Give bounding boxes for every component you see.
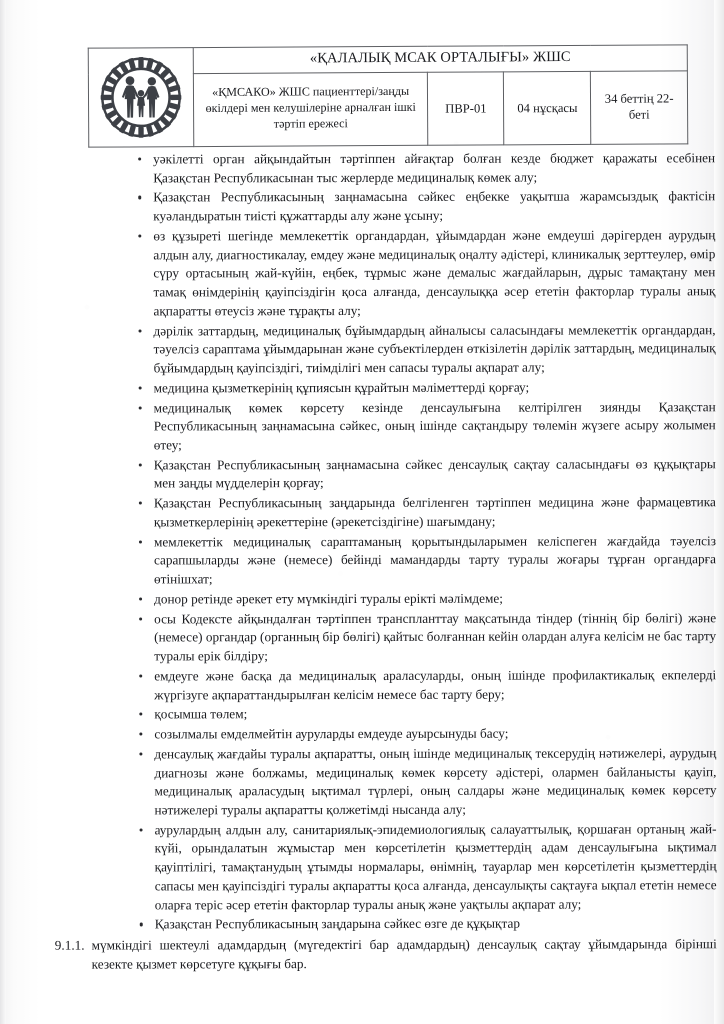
document-version-cell: 04 нұсқасы [504, 71, 591, 144]
bullet-item: Қазақстан Республикасының заңдарында белгіленген тәртіппен медицина және фармацевтика қызметкерлерінің әрекеттеріне (әрекетсіздігіне) шағымдану; [136, 493, 716, 532]
document-header-table [88, 44, 689, 147]
bullet-item: аурулардың алдын алу, санитариялық-эпидемиологиялық салауаттылық, қоршаған ортаның жай-күйі, орындалатын жұмыстар мен көрсетілетін қызметтердің адам денсаулығына ықтимал қауіптілігі, тамақтанудың ұтымды нормалары, өнімнің, тауарлар мен көрсетілетін қызметтердің сапасы мен қауіпсіздігі туралы ақпаратты қоса алғанда, денсаулықты сақтауға ықпал ететін немесе оларға теріс әсер ететін факторлар туралы анық және уақтылы ақпарат алу; [137, 820, 717, 915]
bullet-item: денсаулық жағдайы туралы ақпаратты, оның ішінде медициналық тексерудің нәтижелері, аурудың диагнозы және болжамы, медициналық көмек көрсету әдістері, олармен байланысты қауіп, медициналық араласудың ықтимал түрлері, оның салдары және медициналық көмек көрсету нәтижелері туралы ақпаратты қолжетімді нысанда алу; [136, 744, 716, 820]
logo-cell [88, 48, 194, 148]
family-circle-emblem-icon [99, 55, 183, 139]
bullet-item: медициналық көмек көрсету кезінде денсаулығына келтірілген зиянды Қазақстан Республикасының заңнамасына сәйкес, оның ішінде сақтандыру төлемін жүзеге асыру жолымен өтеу; [136, 398, 716, 455]
bullet-item: мемлекеттік медициналық сараптаманың қорытындыларымен келіспеген жағдайда тәуелсіз сарапшыларды және (немесе) бейінді мамандарды тарту туралы жоғары тұрған органдарға өтінішхат; [136, 532, 716, 589]
bullet-item: медицина қызметкерінің құпиясын құрайтын мәліметтерді қорғау; [136, 378, 716, 398]
bullet-item: емдеуге және басқа да медициналық араласуларды, оның ішінде профилактикалық екпелерді жүргізуге ақпараттандырылған келісім немесе бас тарту беру; [136, 666, 716, 705]
clause-9-1-1 [55, 935, 717, 974]
bullet-item: Қазақстан Республикасының заңнамасына сәйкес денсаулық сақтау саласындағы өз құқықтары мен заңды мүдделерін қорғау; [136, 455, 716, 494]
organization-logo [89, 49, 194, 146]
patient-rights-bullet-list [135, 149, 717, 934]
document-title-cell: «ҚМСАКО» ЖШС пациенттері/заңды өкілдері мен келушілеріне арналған ішкі тәртіп ережесі [193, 72, 428, 146]
bullet-item: уәкілетті орган айқындайтын тәртіппен айғақтар болған кезде бюджет қаражаты есебінен Қазақстан Республикасынан тыс жерлерде медициналық көмек алу; [135, 149, 715, 188]
bullet-item: қосымша төлем; [136, 705, 716, 725]
page-number-cell: 34 беттің 22-беті [591, 71, 688, 145]
document-body [0, 149, 724, 974]
bullet-item: дәрілік заттардың, медициналық бұйымдардың айналысы саласындағы мемлекеттік органдардан, тәуелсіз сараптама ұйымдарынан және субъектілерден өткізілетін дәрілік заттардың, медициналық бұйымдардың қауіпсіздігі, тиімділігі мен сапасы туралы ақпарат алу; [135, 321, 715, 378]
bullet-item: осы Кодексте айқындалған тәртіппен транспланттау мақсатында тіндер (тіннің бір бөлігі) және (немесе) органдар (органның бір бөлігі) қайтыс болғаннан кейін олардан алуға келісім не бас тарту туралы ерік білдіру; [136, 609, 716, 666]
bullet-item: созылмалы емделмейтін ауруларды емдеуде ауырсынуды басу; [136, 724, 716, 744]
document-code-cell: ПВР-01 [428, 72, 505, 145]
organization-name-cell: «ҚАЛАЛЫҚ МСАК ОРТАЛЫҒЫ» ЖШС [193, 45, 687, 74]
clause-text: мүмкіндігі шектеулі адамдардың (мүгедектігі бар адамдардың) денсаулық сақтау ұйымдарында бірінші кезекте қызмет көрсетуге құқығы бар. [91, 936, 717, 972]
clause-number: 9.1.1. [54, 937, 85, 953]
bullet-item: өз құзыреті шегінде мемлекеттік органдардан, ұйымдардан және емдеуші дәрігерден аурудың алдын алу, диагностикалау, емдеу және медициналық оңалту әдістері, клиникалық зерттеулер, өмір сүру ортасының жай-күйін, еңбек, тұрмыс және демалыс жағдайларын, дұрыс тамақтану мен тамақ өнімдерінің қауіпсіздігін қоса алғанда, денсаулыққа әсер ететін факторлар туралы анық ақпаратты өтеусіз және тұрақты алу; [135, 226, 715, 321]
bullet-item: Қазақстан Республикасының заңдарына сәйкес өзге де құқықтар [137, 915, 717, 935]
bullet-item: донор ретінде әрекет ету мүмкіндігі туралы ерікті мәлімдеме; [136, 589, 716, 609]
bullet-item: Қазақстан Республикасының заңнамасына сәйкес еңбекке уақытша жарамсыздық фактісін куәландыратын тиісті құжаттарды алу және ұсыну; [135, 188, 715, 227]
